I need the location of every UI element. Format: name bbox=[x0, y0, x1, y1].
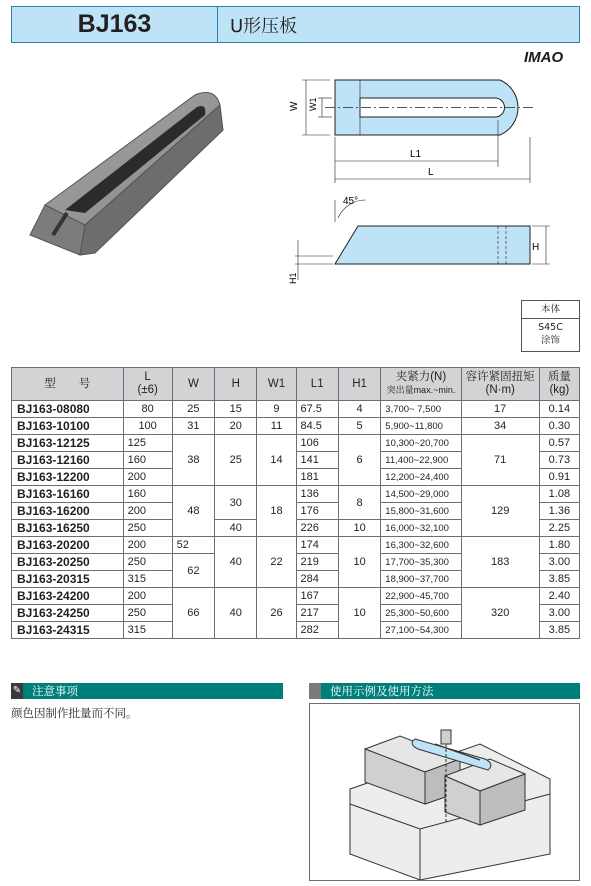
logo-text: IMAO bbox=[524, 49, 564, 66]
table-row: BJ163-12200 200 181 12,200~24,400 0.91 bbox=[12, 469, 580, 486]
table-row: BJ163-16250 250 40 226 10 16,000~32,100 2.25 bbox=[12, 520, 580, 537]
pencil-icon: ✎ bbox=[11, 683, 23, 699]
table-row: BJ163-08080 80 25 15 9 67.5 4 3,700~ 7,500 17 0.14 bbox=[12, 401, 580, 418]
table-row: BJ163-20315 315 284 18,900~37,700 3.85 bbox=[12, 571, 580, 588]
col-mass: 质量 (kg) bbox=[539, 368, 579, 401]
col-w: W bbox=[172, 368, 214, 401]
label-w: W bbox=[289, 101, 300, 111]
side-view-drawing bbox=[280, 188, 560, 288]
product-name: U形压板 bbox=[218, 6, 580, 43]
square-icon bbox=[309, 683, 321, 699]
notes-title: 注意事项 bbox=[32, 684, 78, 698]
col-h: H bbox=[215, 368, 257, 401]
label-angle: 45° bbox=[343, 196, 359, 207]
usage-illustration bbox=[309, 703, 580, 881]
label-h: H bbox=[532, 242, 540, 253]
table-row: BJ163-16200 200 176 15,800~31,600 1.36 bbox=[12, 503, 580, 520]
top-view-drawing bbox=[280, 75, 550, 195]
table-row: BJ163-12160 160 141 11,400~22,900 0.73 bbox=[12, 452, 580, 469]
table-row: BJ163-24250 250 217 25,300~50,600 3.00 bbox=[12, 605, 580, 622]
usage-drawing bbox=[310, 704, 579, 880]
label-h1: H1 bbox=[288, 272, 298, 284]
table-row: BJ163-24200 200 66 40 26 167 10 22,900~45,700 320 2.40 bbox=[12, 588, 580, 605]
usage-title: 使用示例及使用方法 bbox=[330, 684, 434, 698]
label-l: L bbox=[428, 167, 434, 178]
finish-value: 涂饰 bbox=[540, 335, 560, 346]
notes-text: 颜色因制作批量而不同。 bbox=[11, 706, 138, 720]
col-torque: 容许紧固扭矩 (N·m) bbox=[461, 368, 539, 401]
col-l: L (±6) bbox=[123, 368, 172, 401]
label-w1: W1 bbox=[308, 97, 318, 111]
table-row: BJ163-12125 125 38 25 14 106 6 10,300~20,700 71 0.57 bbox=[12, 435, 580, 452]
table-row: BJ163-24315 315 282 27,100~54,300 3.85 bbox=[12, 622, 580, 639]
col-model: 型 号 bbox=[12, 368, 124, 401]
table-row: BJ163-10100 100 31 20 11 84.5 5 5,900~11,800 34 0.30 bbox=[12, 418, 580, 435]
notes-section-bar bbox=[11, 683, 283, 699]
imao-logo bbox=[524, 49, 580, 67]
label-l1: L1 bbox=[410, 149, 422, 160]
col-w1: W1 bbox=[257, 368, 296, 401]
product-photo bbox=[25, 85, 235, 265]
material-value: S45C bbox=[538, 322, 563, 333]
product-code: BJ163 bbox=[11, 6, 218, 43]
col-force: 夹紧力(N) 突出量max.~min. bbox=[381, 368, 461, 401]
material-box bbox=[521, 300, 580, 352]
table-row: BJ163-20250 250 62 219 17,700~35,300 3.00 bbox=[12, 554, 580, 571]
spec-table bbox=[11, 367, 580, 639]
col-l1: L1 bbox=[296, 368, 338, 401]
table-row: BJ163-16160 160 48 30 18 136 8 14,500~29,000 129 1.08 bbox=[12, 486, 580, 503]
material-header: 本体 bbox=[522, 301, 579, 319]
table-row: BJ163-20200 200 52 40 22 174 10 16,300~32,600 183 1.80 bbox=[12, 537, 580, 554]
col-h1: H1 bbox=[338, 368, 380, 401]
usage-section-bar bbox=[309, 683, 580, 699]
